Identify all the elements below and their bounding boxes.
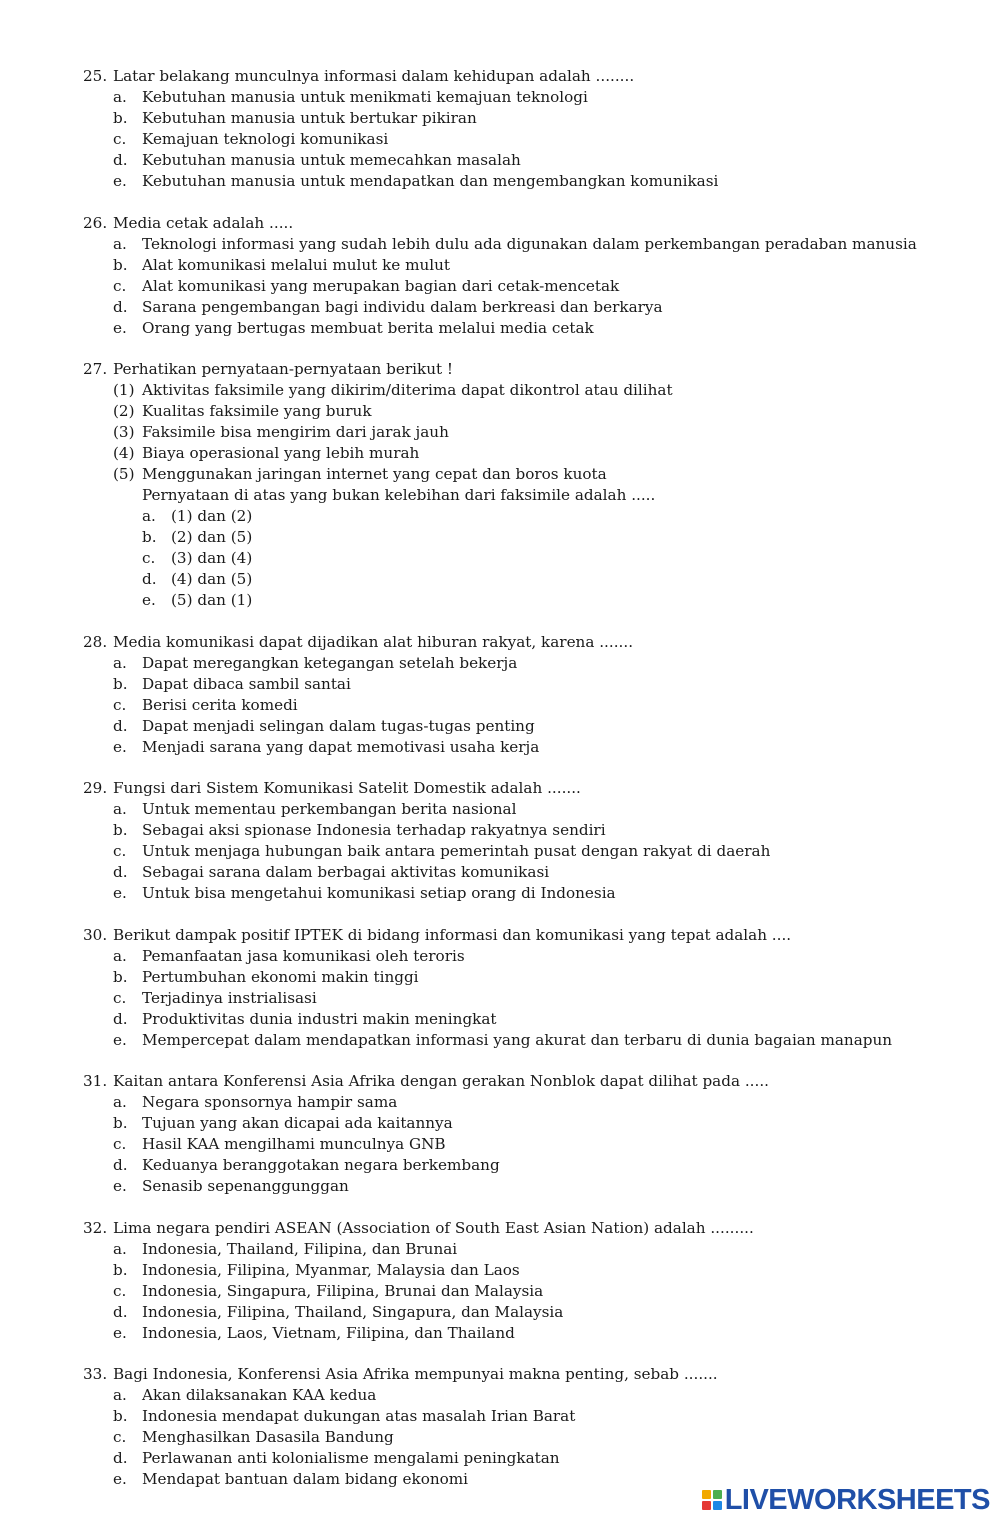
option-text: Hasil KAA mengilhami munculnya GNB <box>142 1135 446 1153</box>
option-letter: c. <box>113 988 127 1007</box>
answer-option <box>83 129 983 150</box>
option-letter: d. <box>113 1449 128 1467</box>
answer-option <box>83 1260 983 1281</box>
option-letter: a. <box>113 946 127 965</box>
option-text: Menghasilkan Dasasila Bandung <box>142 1428 394 1446</box>
statement-item <box>83 401 983 422</box>
option-text: Perlawanan anti kolonialisme mengalami peningkatan <box>142 1449 560 1467</box>
option-text: Dapat meregangkan ketegangan setelah bekerja <box>142 653 518 672</box>
answer-option <box>83 150 983 171</box>
question-block <box>83 213 983 339</box>
option-text: (5) dan (1) <box>171 591 253 609</box>
option-letter: d. <box>113 1302 128 1321</box>
question-block <box>83 1218 983 1344</box>
option-text: (2) dan (5) <box>171 528 253 546</box>
question-line <box>83 359 983 380</box>
option-text: Sarana pengembangan bagi individu dalam berkreasi dan berkarya <box>142 297 663 316</box>
option-letter: d. <box>113 716 128 735</box>
answer-option <box>83 820 983 841</box>
answer-option <box>83 1281 983 1302</box>
question-line <box>83 778 983 799</box>
question-prompt: Pernyataan di atas yang bukan kelebihan dari faksimile adalah ..... <box>142 486 656 504</box>
question-line <box>83 213 983 234</box>
option-letter: e. <box>113 1177 127 1195</box>
option-letter: e. <box>113 1470 127 1488</box>
option-text: (3) dan (4) <box>171 549 253 567</box>
worksheet <box>83 66 983 1511</box>
answer-option <box>83 695 983 716</box>
option-letter: e. <box>113 318 127 337</box>
answer-option <box>83 87 983 108</box>
question-text: Latar belakang munculnya informasi dalam kehidupan adalah ........ <box>113 67 635 85</box>
option-letter: b. <box>113 109 128 127</box>
option-text: Pertumbuhan ekonomi makin tinggi <box>142 967 419 986</box>
option-text: Alat komunikasi yang merupakan bagian dari cetak-mencetak <box>142 276 620 295</box>
question-block <box>83 1364 983 1490</box>
answer-option <box>83 967 983 988</box>
statement-text: Menggunakan jaringan internet yang cepat dan boros kuota <box>142 465 607 483</box>
question-line <box>83 632 983 653</box>
option-text: Kebutuhan manusia untuk mendapatkan dan mengembangkan komunikasi <box>142 172 719 190</box>
statement-text: Kualitas faksimile yang buruk <box>142 402 372 420</box>
question-number: 26. <box>83 213 108 232</box>
option-text: Berisi cerita komedi <box>142 695 298 714</box>
option-text: Kemajuan teknologi komunikasi <box>142 130 389 148</box>
question-text: Bagi Indonesia, Konferensi Asia Afrika mempunyai makna penting, sebab ....... <box>113 1365 718 1383</box>
option-letter: a. <box>113 1239 127 1258</box>
question-number: 30. <box>83 925 108 944</box>
option-letter: c. <box>113 842 127 860</box>
answer-option <box>83 1092 983 1113</box>
logo-block <box>702 1490 711 1499</box>
option-text: (4) dan (5) <box>171 570 253 588</box>
answer-option <box>83 716 983 737</box>
answer-option <box>83 506 983 527</box>
option-letter: e. <box>113 172 127 190</box>
option-text: (1) dan (2) <box>171 507 253 525</box>
logo-text: LIVEWORKSHEETS <box>724 1483 990 1516</box>
answer-option <box>83 1030 983 1051</box>
option-letter: d. <box>113 151 128 169</box>
answer-option <box>83 841 983 862</box>
question-block <box>83 66 983 192</box>
question-block <box>83 632 983 758</box>
question-number: 29. <box>83 779 108 797</box>
logo-block <box>702 1501 711 1510</box>
option-text: Kebutuhan manusia untuk bertukar pikiran <box>142 109 477 127</box>
question-text: Kaitan antara Konferensi Asia Afrika dengan gerakan Nonblok dapat dilihat pada ..... <box>113 1072 769 1090</box>
option-text: Indonesia mendapat dukungan atas masalah Irian Barat <box>142 1407 576 1425</box>
option-letter: b. <box>113 967 128 986</box>
question-text: Perhatikan pernyataan-pernyataan berikut ! <box>113 360 454 378</box>
option-text: Senasib sepenanggunggan <box>142 1177 349 1195</box>
option-text: Kebutuhan manusia untuk memecahkan masalah <box>142 151 521 169</box>
question-block <box>83 925 983 1051</box>
option-letter: c. <box>113 1281 127 1300</box>
answer-option <box>83 276 983 297</box>
answer-option <box>83 108 983 129</box>
answer-option <box>83 1009 983 1030</box>
option-text: Orang yang bertugas membuat berita melalui media cetak <box>142 318 594 337</box>
question-text: Berikut dampak positif IPTEK di bidang informasi dan komunikasi yang tepat adalah .... <box>113 925 792 944</box>
option-letter: a. <box>113 234 127 253</box>
option-letter: b. <box>142 528 157 546</box>
question-line <box>83 1218 983 1239</box>
option-letter: e. <box>142 591 156 609</box>
option-text: Akan dilaksanakan KAA kedua <box>142 1386 377 1404</box>
question-block <box>83 359 983 611</box>
option-text: Indonesia, Filipina, Thailand, Singapura, dan Malaysia <box>142 1302 564 1321</box>
statement-number: (4) <box>113 444 135 462</box>
statement-text: Biaya operasional yang lebih murah <box>142 444 420 462</box>
option-text: Indonesia, Singapura, Filipina, Brunai dan Malaysia <box>142 1281 544 1300</box>
statement-number: (5) <box>113 465 135 483</box>
logo-block <box>713 1490 722 1499</box>
answer-option <box>83 318 983 339</box>
statement-item <box>83 443 983 464</box>
option-text: Alat komunikasi melalui mulut ke mulut <box>142 255 451 274</box>
answer-option <box>83 548 983 569</box>
option-letter: c. <box>113 276 127 295</box>
answer-option <box>83 1406 983 1427</box>
option-letter: b. <box>113 674 128 693</box>
answer-option <box>83 674 983 695</box>
answer-option <box>83 883 983 904</box>
answer-option <box>83 1385 983 1406</box>
answer-option <box>83 297 983 318</box>
option-text: Indonesia, Filipina, Myanmar, Malaysia dan Laos <box>142 1260 520 1279</box>
option-letter: e. <box>113 1323 127 1342</box>
option-letter: b. <box>113 821 128 839</box>
answer-option <box>83 1427 983 1448</box>
answer-option <box>83 234 983 255</box>
option-letter: e. <box>113 884 127 902</box>
question-number: 32. <box>83 1218 108 1237</box>
question-number: 31. <box>83 1072 108 1090</box>
question-line <box>83 66 983 87</box>
question-block <box>83 778 983 904</box>
answer-option <box>83 1239 983 1260</box>
option-letter: e. <box>113 1030 127 1049</box>
question-text: Media komunikasi dapat dijadikan alat hiburan rakyat, karena ....... <box>113 632 634 651</box>
option-text: Mendapat bantuan dalam bidang ekonomi <box>142 1470 469 1488</box>
liveworksheets-logo <box>702 1483 990 1517</box>
option-letter: a. <box>113 1093 127 1111</box>
question-number: 33. <box>83 1365 108 1383</box>
statement-text: Aktivitas faksimile yang dikirim/diterima dapat dikontrol atau dilihat <box>142 381 673 399</box>
answer-option <box>83 862 983 883</box>
statement-item <box>83 422 983 443</box>
option-letter: c. <box>113 1135 127 1153</box>
option-text: Sebagai aksi spionase Indonesia terhadap rakyatnya sendiri <box>142 821 606 839</box>
option-letter: c. <box>113 695 127 714</box>
option-letter: d. <box>113 863 128 881</box>
statement-text: Faksimile bisa mengirim dari jarak jauh <box>142 423 449 441</box>
option-text: Dapat menjadi selingan dalam tugas-tugas penting <box>142 716 535 735</box>
logo-block <box>713 1501 722 1510</box>
option-text: Kebutuhan manusia untuk menikmati kemajuan teknologi <box>142 88 588 106</box>
option-text: Untuk menjaga hubungan baik antara pemerintah pusat dengan rakyat di daerah <box>142 842 771 860</box>
question-number: 27. <box>83 360 108 378</box>
option-letter: b. <box>113 1260 128 1279</box>
option-text: Tujuan yang akan dicapai ada kaitannya <box>142 1114 453 1132</box>
question-line <box>83 925 983 946</box>
answer-option <box>83 171 983 192</box>
option-text: Produktivitas dunia industri makin meningkat <box>142 1009 497 1028</box>
question-text: Lima negara pendiri ASEAN (Association of South East Asian Nation) adalah ......... <box>113 1218 754 1237</box>
question-line <box>83 1071 983 1092</box>
answer-option <box>83 1448 983 1469</box>
answer-option <box>83 1155 983 1176</box>
option-text: Terjadinya instrialisasi <box>142 988 317 1007</box>
answer-option <box>83 1323 983 1344</box>
option-letter: a. <box>113 800 127 818</box>
option-letter: d. <box>113 1156 128 1174</box>
answer-option <box>83 569 983 590</box>
question-block <box>83 1071 983 1197</box>
answer-option <box>83 737 983 758</box>
question-text: Fungsi dari Sistem Komunikasi Satelit Domestik adalah ....... <box>113 779 581 797</box>
option-letter: d. <box>142 570 157 588</box>
option-text: Sebagai sarana dalam berbagai aktivitas komunikasi <box>142 863 550 881</box>
option-text: Untuk bisa mengetahui komunikasi setiap orang di Indonesia <box>142 884 616 902</box>
option-text: Teknologi informasi yang sudah lebih dulu ada digunakan dalam perkembangan peradaban manusia <box>142 234 917 253</box>
question-number: 25. <box>83 67 108 85</box>
statement-item <box>83 464 983 485</box>
option-text: Indonesia, Thailand, Filipina, dan Brunai <box>142 1239 458 1258</box>
option-letter: b. <box>113 255 128 274</box>
answer-option <box>83 1113 983 1134</box>
option-text: Indonesia, Laos, Vietnam, Filipina, dan Thailand <box>142 1323 515 1342</box>
answer-option <box>83 1134 983 1155</box>
statement-number: (3) <box>113 423 135 441</box>
option-letter: c. <box>113 130 127 148</box>
option-text: Menjadi sarana yang dapat memotivasi usaha kerja <box>142 737 540 756</box>
option-letter: b. <box>113 1407 128 1425</box>
option-text: Untuk mementau perkembangan berita nasional <box>142 800 517 818</box>
option-letter: b. <box>113 1114 128 1132</box>
option-text: Negara sponsornya hampir sama <box>142 1093 398 1111</box>
option-letter: d. <box>113 297 128 316</box>
question-line <box>83 1364 983 1385</box>
option-text: Keduanya beranggotakan negara berkembang <box>142 1156 500 1174</box>
option-letter: a. <box>113 653 127 672</box>
option-letter: c. <box>113 1428 127 1446</box>
option-text: Dapat dibaca sambil santai <box>142 674 351 693</box>
option-letter: d. <box>113 1009 128 1028</box>
option-letter: a. <box>113 88 127 106</box>
answer-option <box>83 1176 983 1197</box>
option-text: Mempercepat dalam mendapatkan informasi yang akurat dan terbaru di dunia bagaian manapun <box>142 1030 893 1049</box>
statement-item <box>83 380 983 401</box>
answer-option <box>83 527 983 548</box>
option-letter: a. <box>142 507 156 525</box>
statement-number: (1) <box>113 381 135 399</box>
answer-option <box>83 590 983 611</box>
option-letter: e. <box>113 737 127 756</box>
answer-option <box>83 653 983 674</box>
answer-option <box>83 988 983 1009</box>
answer-option <box>83 946 983 967</box>
option-letter: a. <box>113 1386 127 1404</box>
question-text: Media cetak adalah ..... <box>113 213 294 232</box>
logo-blocks-icon <box>702 1490 722 1510</box>
question-number: 28. <box>83 632 108 651</box>
option-letter: c. <box>142 549 156 567</box>
answer-option <box>83 1302 983 1323</box>
answer-option <box>83 255 983 276</box>
answer-option <box>83 799 983 820</box>
option-text: Pemanfaatan jasa komunikasi oleh teroris <box>142 946 465 965</box>
statement-number: (2) <box>113 402 135 420</box>
